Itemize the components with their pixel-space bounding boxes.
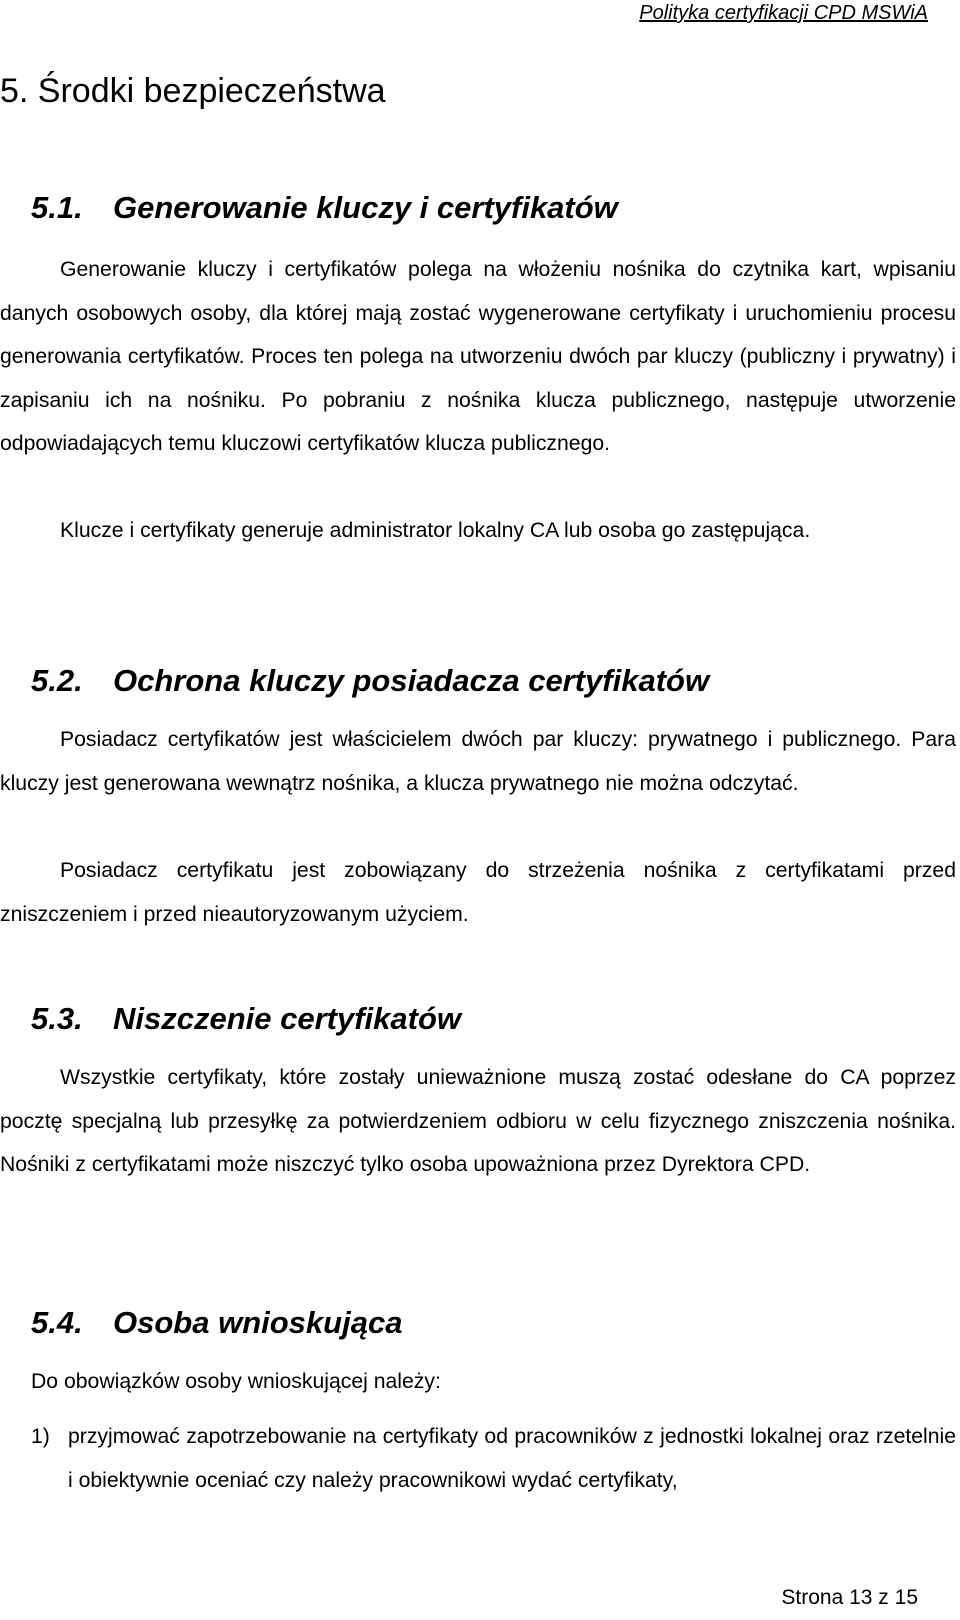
- section-heading-5-1: [31, 190, 618, 226]
- paragraph: Klucze i certyfikaty generuje administrator lokalny CA lub osoba go zastępująca.: [60, 519, 811, 542]
- paragraph: Do obowiązków osoby wnioskującej należy:: [31, 1370, 441, 1393]
- paragraph: Posiadacz certyfikatu jest zobowiązany do strzeżenia nośnika z certyfikatami przed zniszczeniem i przed nieautoryzowanym użyciem.: [0, 859, 956, 926]
- section-number: 5.4.: [31, 1305, 83, 1340]
- section-title: Generowanie kluczy i certyfikatów: [113, 190, 618, 225]
- section-title: Niszczenie certyfikatów: [113, 1001, 462, 1036]
- page-number: Strona 13 z 15: [781, 1586, 918, 1609]
- list-item-text: przyjmować zapotrzebowanie na certyfikaty od pracowników z jednostki lokalnej oraz rzetelnie i obiektywnie oceniać czy należy pracownikowi wydać certyfikaty,: [68, 1425, 956, 1492]
- list-marker: 1): [31, 1425, 50, 1448]
- document-title: Polityka certyfikacji CPD MSWiA: [639, 2, 928, 24]
- section-number: 5.3.: [31, 1001, 83, 1036]
- section-number: 5.2.: [31, 663, 83, 698]
- section-heading-5-2: [31, 663, 709, 699]
- section-title: Ochrona kluczy posiadacza certyfikatów: [113, 663, 710, 698]
- chapter-title: 5. Środki bezpieczeństwa: [0, 72, 386, 110]
- section-heading-5-3: [31, 1001, 461, 1037]
- section-heading-5-4: [31, 1305, 402, 1341]
- paragraph: Posiadacz certyfikatów jest właścicielem dwóch par kluczy: prywatnego i publicznego. Para kluczy jest generowana wewnątrz nośnika, a klucza prywatnego nie można odczytać.: [0, 728, 956, 795]
- paragraph: Wszystkie certyfikaty, które zostały unieważnione muszą zostać odesłane do CA poprzez pocztę specjalną lub przesyłkę za potwierdzeniem odbioru w celu fizycznego zniszczenia nośnika. Nośniki z certyfikatami może niszczyć tylko osoba upoważniona przez Dyrektora CPD.: [0, 1066, 956, 1176]
- paragraph: Generowanie kluczy i certyfikatów polega na włożeniu nośnika do czytnika kart, wpisaniu danych osobowych osoby, dla której mają zostać wygenerowane certyfikaty i uruchomieniu procesu generowania certyfikatów. Proces ten polega na utworzeniu dwóch par kluczy (publiczny i prywatny) i zapisaniu ich na nośniku. Po pobraniu z nośnika klucza publicznego, następuje utworzenie odpowiadających temu kluczowi certyfikatów klucza publicznego.: [0, 258, 956, 455]
- list-item: [0, 1415, 956, 1502]
- section-number: 5.1.: [31, 190, 83, 225]
- section-title: Osoba wnioskująca: [113, 1305, 403, 1340]
